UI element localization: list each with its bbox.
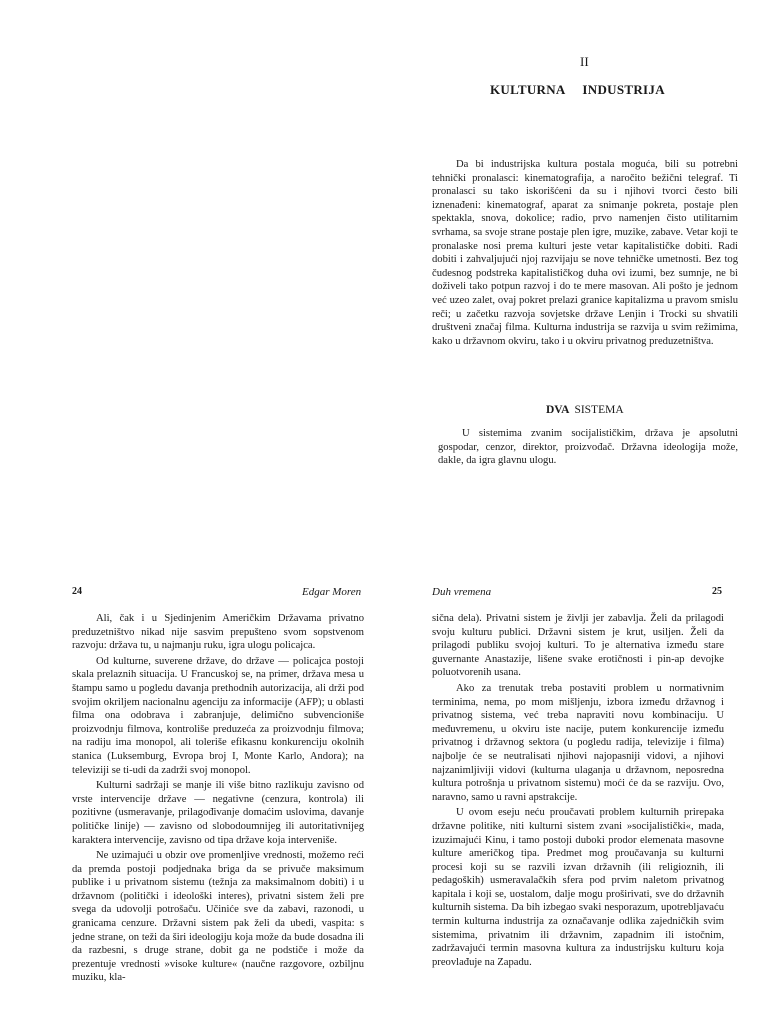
section-heading-rest: SISTEMA xyxy=(574,404,624,416)
section-paragraph-block xyxy=(438,427,738,468)
right-paragraph: Ako za trenutak treba postaviti problem u normativnim terminima, nema, po mom mišljenju, izbora između državnog i privatnog sistema, već treba napraviti novu kombinaciju. U međuvremenu, u okviru iste nacije, putem konkurencije između privatnog i državnog sektora (u pogledu radija, televizije i filma) najbolje će se neutralisati njihovi najopasniji vidovi, a njihovi najzanimljiviji vidovi (kulturna ulaganja u državnom, neposredna kultura potrošnja u privatnom sistemu) moći će da se razviju. Ovo, naravno, samo u ravni apstrakcije. xyxy=(432,682,724,803)
left-paragraph: Ali, čak i u Sjedinjenim Američkim Državama privatno preduzetništvo nikad nije sasvim prepušteno svom sopstvenom razvoju: država tu, u najmanju ruku, igra ulogu policajca. xyxy=(72,613,364,652)
right-running-head-title: Duh vremena xyxy=(432,586,492,598)
right-paragraph: sična dela). Privatni sistem je življi jer zabavlja. Želi da prilagodi svoju kulturu publici. Državni sistem je krut, usiljen. Želi da prilagodi publiku svojoj kulturi. To je alternativa između stare guvernante Anastazije, lišene svake erotičnosti i pin-ap devojke poluotvorenih usana. xyxy=(432,613,724,679)
intro-paragraph-block xyxy=(432,158,738,348)
right-page-number: 25 xyxy=(712,586,722,597)
left-running-head-author: Edgar Moren xyxy=(302,586,362,598)
intro-paragraph: Da bi industrijska kultura postala moguća, bili su potrebni tehnički pronalasci: kinematografija, a naročito bežični telegraf. Ti pronalasci su tako iskorišćeni da su i njihovi tvorci često bili iznenađeni: kinematograf, aparat za snimanje pokreta, postaje plen spektakla, snova, dokolice; radio, prvo namenjen čisto utilitarnim svrhama, sa svoje strane postaje plen igre, muzike, zabave. Vetar koji te pronalaske nosi prema kulturi jeste vetar kapitalističke dobiti. Radi dobiti i zahvaljujući njoj razvijaju se nove tehničke umetnosti. Bez tog čudesnog podstreka kapitalističkog duha ovi izumi, bez sumnje, ne bi doživeli tako potpun razvoj i do te mere masovan. Ali pošto je jednom već uzeo zalet, ovaj pokret prelazi granice kapitalizma u pravom smislu reči; u začetku razvoja sovjetske države Lenjin i Trocki su shvatili društveni značaj filma. Kulturna industrija se razvija u svim režimima, kako u državnom okviru, tako i u okviru privatnog preduzetništva. xyxy=(432,159,738,347)
section-heading-bold: DVA xyxy=(546,404,570,416)
section-heading xyxy=(546,404,624,416)
left-page-column xyxy=(72,612,364,987)
left-page-number: 24 xyxy=(72,586,82,597)
right-paragraph: U ovom eseju neću proučavati problem kulturnih prirepaka državne politike, niti kulturni sistem zvani »socijalistički«, mada, izuzimajući Kinu, i tamo postoji duboki prodor elemenata masovne kulture američkog tipa. Predmet mog proučavanja su kulturni procesi koji su se razvili izvan državnih (ili religioznih, ili pedagoških) usmeravalačkih sfera pod prvim naletom privatnog kapitala i koji se, uostalom, dalje mogu proširivati, sve do državnih kulturnih sistema. Da bih izbegao svaki nesporazum, upotrebljavaću termin kulturna industrija za označavanje odlika zajedničkih svim sistemima, privatnim ili državnim, zapadnim ili istočnim, zadržavajući termin masovna kultura za industrijsku kulturu koja preovlađuje na Zapadu. xyxy=(432,807,724,968)
left-paragraph: Kulturni sadržaji se manje ili više bitno razlikuju zavisno od vrste intervencije države — negativne (cenzura, kontrola) ili pozitivne (usmeravanje, prilagođivanje domaćim uslovima, davanje političke linije) — zavisno od slobodoumnijeg ili autoritativnijeg karaktera intervencije, zavisno od tipa države koja interveniše. xyxy=(72,780,364,846)
chapter-title: KULTURNA INDUSTRIJA xyxy=(490,82,665,97)
left-paragraph: Od kulturne, suverene države, do države — policajca postoji skala prelaznih situacija. U Francuskoj se, na primer, država mesa u štampu samo u pogledu davanja prethodnih autorizacija, ali drži pod svojim okriljem nacionalnu agenciju za informacije (AFP); u oblasti filma ona odobrava i zabranjuje, delimično subvencioniše proizvodnju filmova, kontroliše preduzeća za proizvodnju filmova; na radiju ima monopol, ali toleriše efikasnu konkurenciju okolnih stanica (Luksemburg, Evropa broj I, Monte Karlo, Andora); na televiziji se ti-udi da zadrži svoj monopol. xyxy=(72,655,364,776)
chapter-number: II xyxy=(580,54,589,69)
left-paragraph: Ne uzimajući u obzir ove promenljive vrednosti, možemo reći da premda postoji podjednaka briga da se privuče maksimum publike i u privatnom sistemu (težnja za maksimalnom dobiti) i u državnom (politički i ideološki interes), privatni sistem želi pre svega da udovolji potrošaču. Učiniće sve da zabavi, razonodi, u granicama cenzure. Državni sistem pak želi da ubedi, vaspita: s jedne strane, on teži da širi ideologiju koja može da bude dosadna ili da razbesni, s druge strane, dobit ga ne podstiče i može da prezentuje vrednosti »visoke kulture« (naučne razgovore, ozbiljnu muziku, kla- xyxy=(72,850,364,984)
right-page-column xyxy=(432,612,724,971)
section-paragraph: U sistemima zvanim socijalističkim, država je apsolutni gospodar, cenzor, direktor, proizvođač. Državna ideologija može, dakle, da igra glavnu ulogu. xyxy=(438,428,738,467)
